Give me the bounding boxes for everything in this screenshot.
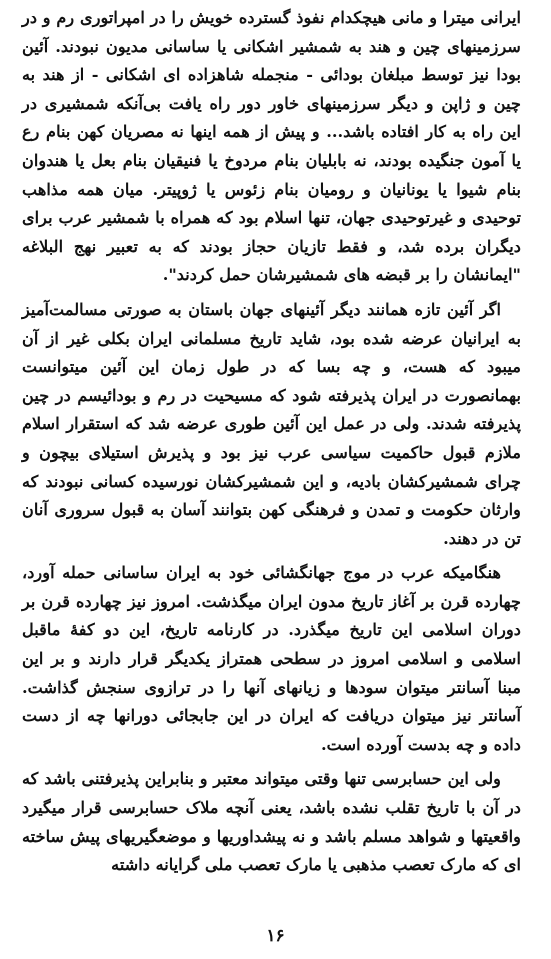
- body-text: [22, 4, 521, 880]
- paragraph-3: هنگامیکه عرب در موج جهانگشائی خود به ایران ساسانی حمله آورد، چهارده قرن بر آغاز تاریخ مدون ایران میگذشت. امروز نیز چهارده قرن بر دوران اسلامی این تاریخ میگذرد. در کارنامه تاریخ، این دو کفهٔ ماقبل اسلامی و اسلامی امروز در سطحی همتراز یکدیگر قرار دارند و بر این مبنا آسانتر میتوان سودها و زیانهای آنها را در ترازوی سنجش گذاشت. آسانتر نیز میتوان دریافت که ایران در این جابجائی دورانها چه از دست داده و چه بدست آورده است.: [22, 563, 521, 754]
- page-number: ۱۶: [266, 926, 285, 946]
- paragraph-2: اگر آئین تازه همانند دیگر آئینهای جهان باستان به صورتی مسالمت‌آمیز به ایرانیان عرضه شده بود، شاید تاریخ مسلمانی ایران بکلی غیر از آن میبود که هست، و چه بسا که در طول زمان این آئین میتوانست بهمانصورت در ایران پذیرفته شود که مسیحیت در رم و بودائیسم در چین پذیرفته شدند. ولی در عمل این آئین طوری عرضه شد که استقرار اسلام ملازم قبول حاکمیت سیاسی عرب نیز بود و پذیرش استیلای بیچون و چرای شمشیرکشان بادیه، و این شمشیرکشان نورسیده کسانی نبودند که وارثان حکومت و تمدن و فرهنگی کهن بتوانند آسان به قبول سروری آنان تن در دهند.: [22, 299, 521, 548]
- paragraph-1: ایرانی میترا و مانی هیچکدام نفوذ گسترده خویش را در امپراتوری رم و در سرزمینهای چین و هند به شمشیر اشکانی یا ساسانی مدیون نبودند. آئین بودا نیز توسط مبلغان بودائی - منجمله شاهزاده ای اشکانی - از هند به چین و ژاپن و دیگر سرزمینهای خاور دور راه یافت بی‌آنکه شمشیری در این راه به کار افتاده باشد... و پیش از همه اینها نه مصریان کهن بنام رع یا آمون جنگیده بودند، نه بابلیان بنام مردوخ یا فنیقیان بنام بعل یا هندوان بنام شیوا یا یونانیان و رومیان بنام زئوس یا ژوپیتر. میان همه مذاهب توحیدی و غیرتوحیدی جهان، تنها اسلام بود که همراه با شمشیر عرب برای دیگران برده شد، و فقط تازیان حجاز بودند که به تعبیر نهج البلاغه "ایمانشان را بر قبضه های شمشیرشان حمل کردند".: [22, 8, 521, 285]
- paragraph-4: ولی این حسابرسی تنها وقتی میتواند معتبر و بنابراین پذیرفتنی باشد که در آن با تاریخ تقلب نشده باشد، یعنی آنچه ملاک حسابرسی قرار میگیرد واقعیتها و شواهد مسلم باشد و نه پیشداوریها و موضعگیریهای پیش ساخته ای که مارک تعصب مذهبی یا مارک تعصب ملی گرایانه داشته: [22, 769, 521, 875]
